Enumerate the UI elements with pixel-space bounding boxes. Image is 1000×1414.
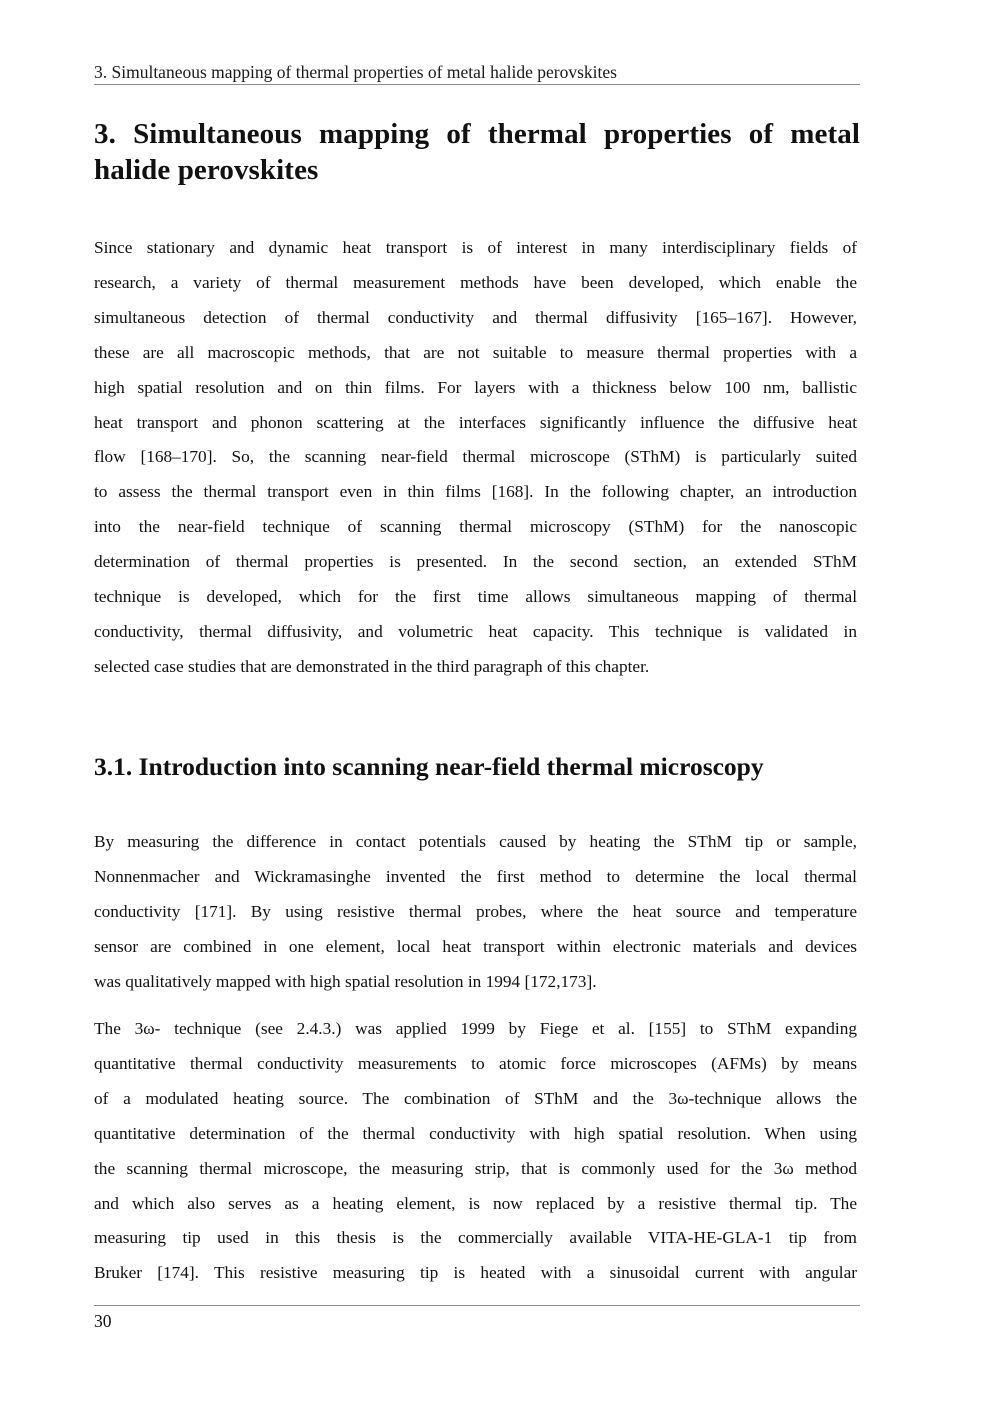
text-line: selected case studies that are demonstrated in the third paragraph of this chapter. — [94, 656, 650, 676]
text-line: quantitative determination of the thermal conductivity with high spatial resolution. When using — [94, 1123, 857, 1143]
text-line: conductivity, thermal diffusivity, and volumetric heat capacity. This technique is validated in — [94, 621, 857, 641]
text-line: determination of thermal properties is presented. In the second section, an extended SThM — [94, 552, 857, 572]
text-line: Nonnenmacher and Wickramasinghe invented the first method to determine the local thermal — [94, 866, 857, 886]
chapter-title — [94, 116, 860, 188]
text-line: sensor are combined in one element, local heat transport within electronic materials and devices — [94, 936, 857, 956]
text-line: By measuring the difference in contact potentials caused by heating the SThM tip or sample, — [94, 832, 857, 851]
text-line: Since stationary and dynamic heat transport is of interest in many interdisciplinary fields of — [94, 238, 857, 257]
text-line: technique is developed, which for the first time allows simultaneous mapping of thermal — [94, 587, 857, 607]
text-line: these are all macroscopic methods, that are not suitable to measure thermal properties with a — [94, 342, 857, 362]
text-line: heat transport and phonon scattering at the interfaces significantly influence the diffusive heat — [94, 412, 857, 432]
text-line: to assess the thermal transport even in thin films [168]. In the following chapter, an introduction — [94, 482, 857, 502]
text-line: research, a variety of thermal measurement methods have been developed, which enable the — [94, 272, 857, 292]
page-number: 30 — [94, 1311, 112, 1331]
text-line: quantitative thermal conductivity measurements to atomic force microscopes (AFMs) by means — [94, 1053, 857, 1073]
text-line: of a modulated heating source. The combination of SThM and the 3ω-technique allows the — [94, 1088, 857, 1108]
section-paragraph-2 — [94, 1012, 857, 1291]
text-line: was qualitatively mapped with high spatial resolution in 1994 [172,173]. — [94, 971, 597, 991]
text-line: and which also serves as a heating element, is now replaced by a resistive thermal tip. The — [94, 1193, 857, 1213]
text-line: simultaneous detection of thermal conductivity and thermal diffusivity [165–167]. However, — [94, 307, 857, 327]
text-line: conductivity [171]. By using resistive thermal probes, where the heat source and temperature — [94, 901, 857, 921]
chapter-title-line: halide perovskites — [94, 154, 319, 186]
text-line: flow [168–170]. So, the scanning near-field thermal microscope (SThM) is particularly suited — [94, 447, 857, 467]
section-paragraph-1 — [94, 825, 857, 1000]
text-line: the scanning thermal microscope, the measuring strip, that is commonly used for the 3ω method — [94, 1158, 857, 1178]
text-line: into the near-field technique of scanning thermal microscopy (SThM) for the nanoscopic — [94, 517, 857, 537]
header-rule — [94, 84, 860, 85]
section-title: 3.1. Introduction into scanning near-field thermal microscopy — [94, 752, 764, 781]
text-line: The 3ω- technique (see 2.4.3.) was applied 1999 by Fiege et al. [155] to SThM expanding — [94, 1019, 857, 1038]
chapter-title-line: 3. Simultaneous mapping of thermal properties of metal — [94, 118, 860, 150]
text-line: measuring tip used in this thesis is the commercially available VITA-HE-GLA-1 tip from — [94, 1228, 857, 1248]
intro-paragraph — [94, 231, 857, 685]
text-line: high spatial resolution and on thin films. For layers with a thickness below 100 nm, ballistic — [94, 377, 857, 397]
footer-rule — [94, 1305, 860, 1306]
running-header: 3. Simultaneous mapping of thermal properties of metal halide perovskites — [94, 62, 617, 82]
text-line: Bruker [174]. This resistive measuring tip is heated with a sinusoidal current with angular — [94, 1263, 857, 1283]
